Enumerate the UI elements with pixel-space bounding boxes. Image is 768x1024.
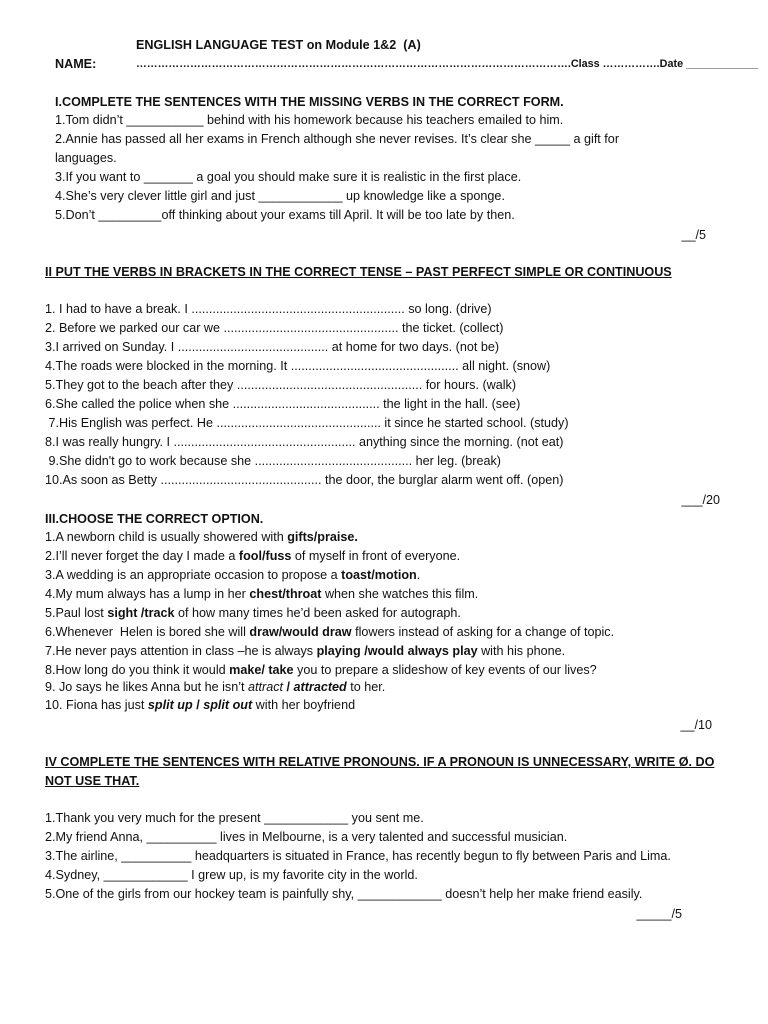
s4-line: 2.My friend Anna, __________ lives in Melbourne, is a very talented and successful musician.: [45, 830, 568, 844]
s3-line: 2.I’ll never forget the day I made a fool/fuss of myself in front of everyone.: [45, 549, 461, 563]
s3-line: 7.He never pays attention in class –he is always playing /would always play with his phone.: [45, 644, 566, 658]
s2-line: 8.I was really hungry. I .................................................... anything since the morning. (not eat): [45, 435, 564, 449]
s3-line: 10. Fiona has just split up / split out with her boyfriend: [45, 698, 356, 712]
s1-line: 5.Don’t _________off thinking about your exams till April. It will be too late by then.: [55, 208, 515, 222]
s4-line: 1.Thank you very much for the present ____________ you sent me.: [45, 811, 424, 825]
s3-line: 3.A wedding is an appropriate occasion to propose a toast/motion.: [45, 568, 421, 582]
s2-line: 5.They got to the beach after they ..................................................... for hours. (walk): [45, 378, 517, 392]
s3-line: 9. Jo says he likes Anna but he isn’t attract / attracted to her.: [45, 680, 386, 694]
section-2-heading: II PUT THE VERBS IN BRACKETS IN THE CORRECT TENSE – PAST PERFECT SIMPLE OR CONTINUOUS: [45, 265, 672, 279]
s1-line: languages.: [55, 151, 117, 165]
section-4-heading: IV COMPLETE THE SENTENCES WITH RELATIVE PRONOUNS. IF A PRONOUN IS UNNECESSARY, WRITE Ø. DO: [45, 755, 715, 769]
s3-score: __/10: [680, 718, 712, 732]
s1-line: 4.She’s very clever little girl and just ____________ up knowledge like a sponge.: [55, 189, 505, 203]
s2-line: 2. Before we parked our car we .................................................. the ticket. (collect): [45, 321, 504, 335]
s2-line: 6.She called the police when she .......................................... the light in the hall. (see): [45, 397, 521, 411]
section-1-heading: I.COMPLETE THE SENTENCES WITH THE MISSING VERBS IN THE CORRECT FORM.: [55, 95, 564, 109]
name-label: NAME:: [55, 57, 97, 71]
s2-line: 4.The roads were blocked in the morning. It ................................................ all night. (snow): [45, 359, 551, 373]
s2-line: 3.I arrived on Sunday. I ........................................... at home for two days. (not be): [45, 340, 500, 354]
s4-score: _____/5: [636, 907, 682, 921]
s3-line: 1.A newborn child is usually showered with gifts/praise.: [45, 530, 358, 544]
s1-score: __/5: [681, 228, 706, 242]
s2-score: ___/20: [681, 493, 720, 507]
s3-line: 4.My mum always has a lump in her chest/throat when she watches this film.: [45, 587, 479, 601]
section-4-heading-cont: NOT USE THAT.: [45, 774, 140, 788]
section-3-heading: III.CHOOSE THE CORRECT OPTION.: [45, 512, 264, 526]
s4-line: 5.One of the girls from our hockey team is painfully shy, ____________ doesn’t help her make friend easily.: [45, 887, 643, 901]
s3-line: 8.How long do you think it would make/ take you to prepare a slideshow of key events of our lives?: [45, 663, 597, 677]
s4-line: 3.The airline, __________ headquarters is situated in France, has recently begun to fly between Paris and Lima.: [45, 849, 671, 863]
test-title: ENGLISH LANGUAGE TEST on Module 1&2 (A): [136, 38, 421, 52]
s2-line: 10.As soon as Betty .............................................. the door, the burglar alarm went off. (open): [45, 473, 564, 487]
s2-line: 9.She didn't go to work because she ............................................. her leg. (break): [45, 454, 501, 468]
s1-line: 2.Annie has passed all her exams in French although she never revises. It’s clear she _____ a gift for: [55, 132, 620, 146]
s4-line: 4.Sydney, ____________ I grew up, is my favorite city in the world.: [45, 868, 418, 882]
s3-line: 5.Paul lost sight /track of how many times he’d been asked for autograph.: [45, 606, 461, 620]
s2-line: 1. I had to have a break. I ............................................................. so long. (drive): [45, 302, 492, 316]
s1-line: 1.Tom didn’t ___________ behind with his homework because his teachers emailed to him.: [55, 113, 564, 127]
s1-line: 3.If you want to _______ a goal you should make sure it is realistic in the first place.: [55, 170, 522, 184]
s2-line: 7.His English was perfect. He ............................................... it since he started school. (study): [45, 416, 569, 430]
s3-line: 6.Whenever Helen is bored she will draw/would draw flowers instead of asking for a change of topic.: [45, 625, 615, 639]
name-class-date-line: ………………………………………………………………………………………………………….Class …………….Date ____________: [136, 58, 759, 70]
